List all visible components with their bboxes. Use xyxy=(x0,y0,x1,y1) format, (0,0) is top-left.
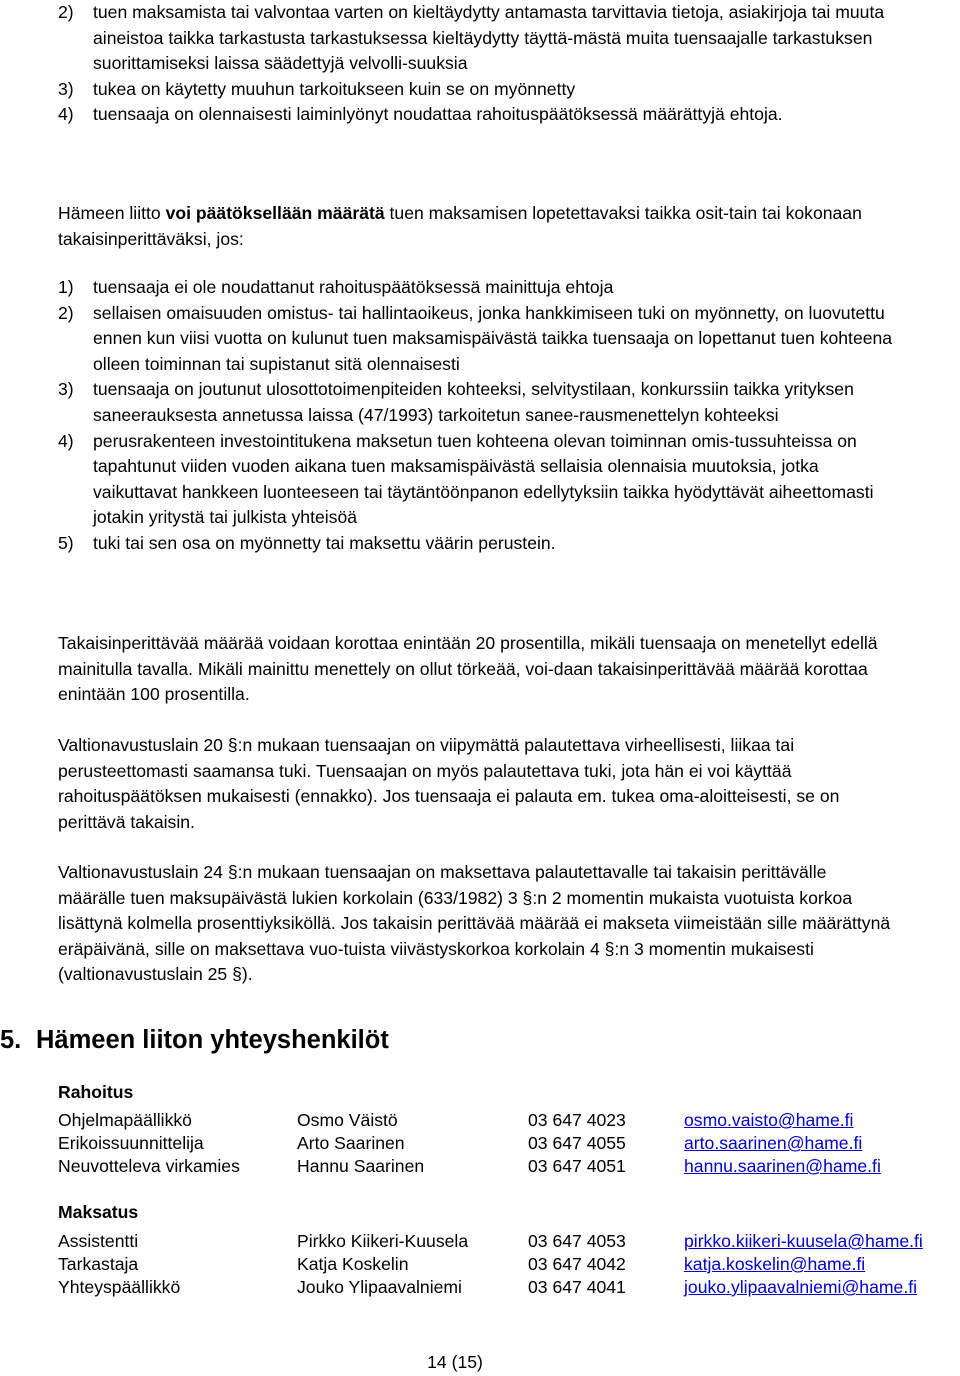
contacts-table-rahoitus xyxy=(58,1109,881,1178)
list-number: 2) xyxy=(58,2,74,22)
list-number: 5) xyxy=(58,532,74,553)
contact-phone: 03 647 4041 xyxy=(528,1277,626,1297)
contact-role: Assistentti xyxy=(58,1231,139,1251)
list-number: 3) xyxy=(58,379,74,400)
paragraph-section-20: Valtionavustuslain 20 §:n mukaan tuensaajan on viipymättä palautettava virheellisesti, liikaa tai perusteettomasti saamansa tuki. Tuensaajan on myös palautettava tuki, jota hän ei voi käyttää rahoituspäätöksen mukaisesti (ennakko). Jos tuensaaja ei palauta em. tukea oma-aloitteisesti, se on perittävä takaisin. xyxy=(58,735,840,832)
list-text: tuensaaja on joutunut ulosottotoimenpiteiden kohteeksi, selvitystilaan, konkurssiin taikka yrityksen saneerauksesta annetussa laissa (47/1993) tarkoitetun sanee-rausmenettelyn kohteeksi xyxy=(93,379,854,425)
list-conditions xyxy=(58,275,898,557)
contact-email-link[interactable]: jouko.ylipaavalniemi@hame.fi xyxy=(684,1277,918,1297)
list-text: tuki tai sen osa on myönnetty tai maksettu väärin perustein. xyxy=(93,532,556,553)
list-number: 2) xyxy=(58,302,74,323)
page-number: 14 (15) xyxy=(427,1352,483,1372)
table-row xyxy=(58,1109,881,1132)
section-title: Hämeen liiton yhteyshenkilöt xyxy=(36,1026,389,1054)
contact-name: Pirkko Kiikeri-Kuusela xyxy=(297,1231,469,1251)
contact-name: Jouko Ylipaavalniemi xyxy=(297,1277,462,1297)
table-row xyxy=(58,1155,881,1178)
group-title-rahoitus: Rahoitus xyxy=(58,1082,134,1102)
contact-name: Arto Saarinen xyxy=(297,1133,405,1153)
contact-role: Tarkastaja xyxy=(58,1254,139,1274)
intro-text-before: Hämeen liitto xyxy=(58,203,166,223)
list-item xyxy=(58,0,898,77)
section-heading xyxy=(0,1024,389,1056)
table-row xyxy=(58,1230,923,1253)
list-item xyxy=(58,102,898,128)
list-text: tuensaaja ei ole noudattanut rahoituspäätöksessä mainittuja ehtoja xyxy=(93,277,614,297)
section-number: 5. xyxy=(0,1026,22,1054)
paragraph-intro xyxy=(58,201,898,252)
list-number: 4) xyxy=(58,104,74,125)
contact-email-link[interactable]: pirkko.kiikeri-kuusela@hame.fi xyxy=(684,1231,923,1251)
group-title-maksatus: Maksatus xyxy=(58,1202,139,1222)
contact-email-link[interactable]: hannu.saarinen@hame.fi xyxy=(684,1156,881,1176)
table-row xyxy=(58,1276,923,1299)
contact-email-link[interactable]: arto.saarinen@hame.fi xyxy=(684,1133,863,1153)
list-text: tukea on käytetty muuhun tarkoitukseen kuin se on myönnetty xyxy=(93,78,576,99)
list-text: tuensaaja on olennaisesti laiminlyönyt noudattaa rahoituspäätöksessä määrättyjä ehtoja. xyxy=(93,104,783,125)
list-text: tuen maksamista tai valvontaa varten on kieltäydytty antamasta tarvittavia tietoja, asiakirjoja tai muuta aineistoa taikka tarkastusta tarkastuksessa kieltäydytty täyttä-mästä muita tuensaajalle tarkastuksen suorittamiseksi laissa säädettyjä velvolli-suuksia xyxy=(93,2,885,74)
contact-name: Katja Koskelin xyxy=(297,1254,409,1274)
list-item xyxy=(58,77,898,103)
list-number: 1) xyxy=(58,277,74,297)
table-row xyxy=(58,1253,923,1276)
contact-phone: 03 647 4042 xyxy=(528,1254,626,1274)
contact-email-link[interactable]: katja.koskelin@hame.fi xyxy=(684,1254,866,1274)
contact-role: Neuvotteleva virkamies xyxy=(58,1156,240,1176)
contact-role: Yhteyspäällikkö xyxy=(58,1277,181,1297)
contact-email-link[interactable]: osmo.vaisto@hame.fi xyxy=(684,1110,854,1130)
list-item xyxy=(58,275,898,301)
list-item xyxy=(58,531,898,557)
table-row xyxy=(58,1132,881,1155)
list-top xyxy=(58,0,898,128)
contacts-table-maksatus xyxy=(58,1230,923,1299)
paragraph-section-24: Valtionavustuslain 24 §:n mukaan tuensaajan on maksettava palautettavalle tai takaisin perittävälle määrälle tuen maksupäivästä lukien korkolain (633/1982) 3 §:n 2 momentin mukaista vuotuista korkoa lisättynä kolmella prosenttiyksiköllä. Jos takaisin perittävää määrää ei makseta viimeistään sille määrättynä eräpäivänä, sille on maksettava vuo-tuista viivästyskorkoa korkolain 4 §:n 3 momentin mukaisesti (valtionavustuslain 25 §). xyxy=(58,862,891,985)
contact-phone: 03 647 4051 xyxy=(528,1156,626,1176)
list-number: 4) xyxy=(58,430,74,451)
paragraph-increase: Takaisinperittävää määrää voidaan korottaa enintään 20 prosentilla, mikäli tuensaaja on menetellyt edellä mainitulla tavalla. Mikäli mainittu menettely on ollut törkeää, voi-daan takaisinperittävää määrää korottaa enintään 100 prosentilla. xyxy=(58,633,878,705)
list-item xyxy=(58,377,898,428)
contact-phone: 03 647 4053 xyxy=(528,1231,626,1251)
intro-text-after: tuen maksamisen lopetettavaksi taikka osit-tain tai kokonaan takaisinperittäväksi, jos: xyxy=(58,203,862,249)
contact-phone: 03 647 4023 xyxy=(528,1110,626,1130)
contact-role: Ohjelmapäällikkö xyxy=(58,1110,192,1130)
list-item xyxy=(58,301,898,378)
intro-text-bold: voi päätöksellään määrätä xyxy=(165,203,385,223)
contact-name: Hannu Saarinen xyxy=(297,1156,425,1176)
contact-role: Erikoissuunnittelija xyxy=(58,1133,204,1153)
list-number: 3) xyxy=(58,78,74,99)
list-text: perusrakenteen investointitukena maksetun tuen kohteena olevan toiminnan omis-tussuhteissa on tapahtunut viiden vuoden aikana tuen maksamispäivästä sellaisia olennaisia muutoksia, jotka vaikuttavat hankkeen luonteeseen tai täytäntöönpanon edellytyksiin taikka hyödyttävät aiheettomasti jotakin yritystä tai julkista yhteisöä xyxy=(93,430,874,528)
list-item xyxy=(58,429,898,531)
contact-name: Osmo Väistö xyxy=(297,1110,398,1130)
contact-phone: 03 647 4055 xyxy=(528,1133,626,1153)
list-text: sellaisen omaisuuden omistus- tai hallintaoikeus, jonka hankkimiseen tuki on myönnetty, on luovutettu ennen kun viisi vuotta on kulunut tuen maksamispäivästä taikka tuensaaja on lopettanut tuen kohteena olleen toiminnan tai supistanut sitä olennaisesti xyxy=(93,302,893,374)
